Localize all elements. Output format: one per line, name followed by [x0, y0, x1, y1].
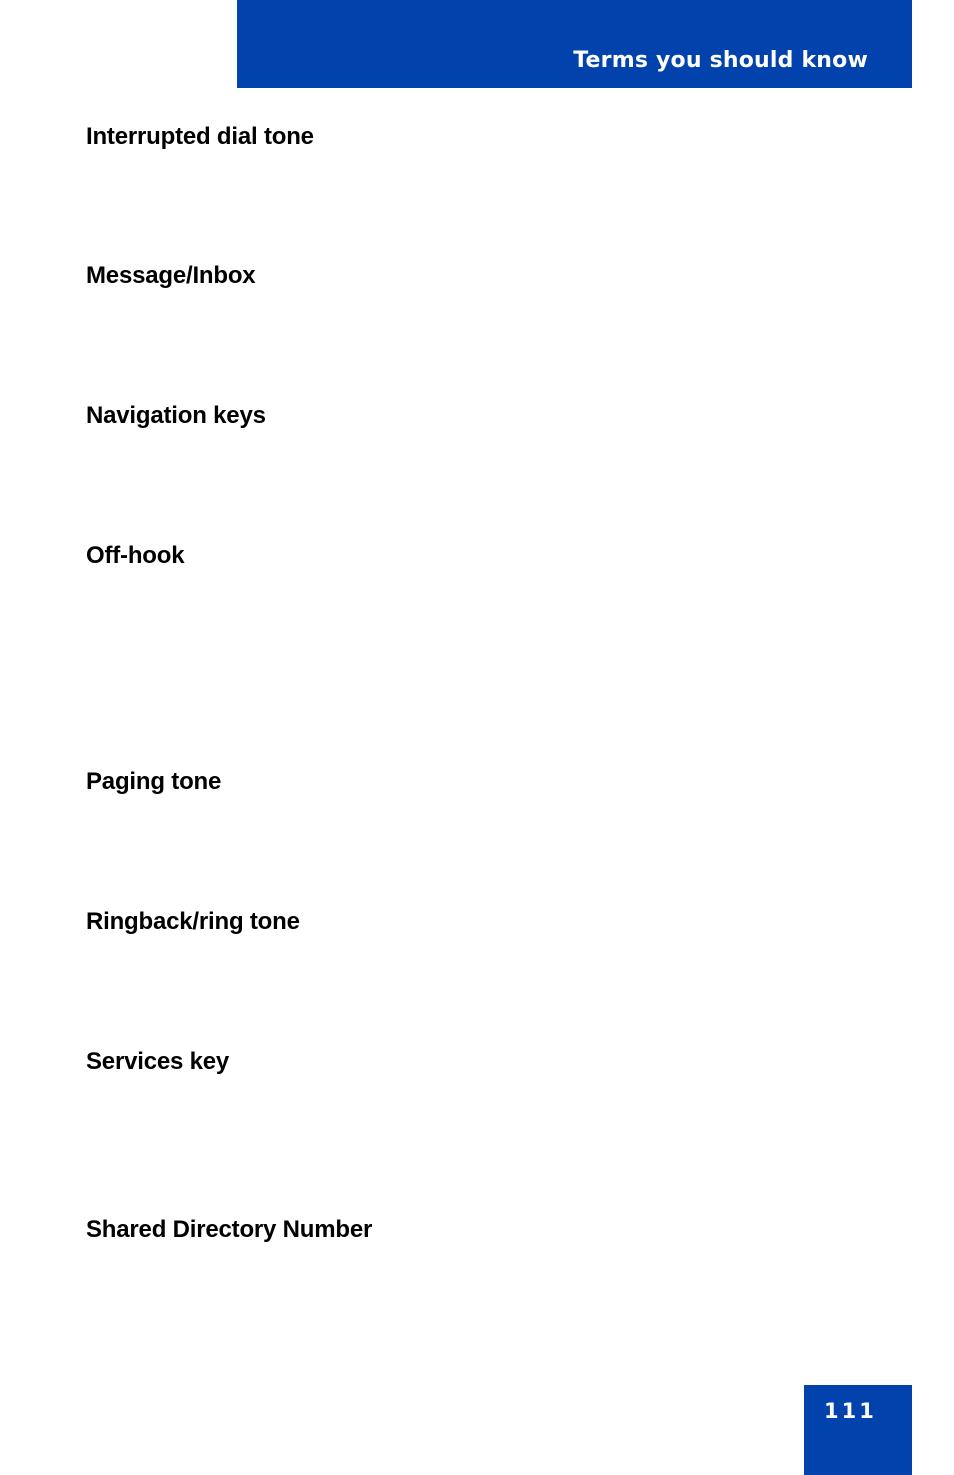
term-services-key: Services key — [86, 1048, 230, 1075]
header-band — [237, 0, 912, 88]
term-off-hook: Off-hook — [86, 542, 185, 569]
page-number: 111 — [824, 1399, 877, 1423]
term-shared-directory-number: Shared Directory Number — [86, 1216, 373, 1243]
page-number-box — [804, 1385, 912, 1475]
term-navigation-keys: Navigation keys — [86, 402, 266, 429]
term-paging-tone: Paging tone — [86, 768, 222, 795]
term-ringback-ring-tone: Ringback/ring tone — [86, 908, 300, 935]
term-message-inbox: Message/Inbox — [86, 262, 256, 289]
term-interrupted-dial-tone: Interrupted dial tone — [86, 123, 314, 150]
section-title: Terms you should know — [573, 48, 868, 73]
